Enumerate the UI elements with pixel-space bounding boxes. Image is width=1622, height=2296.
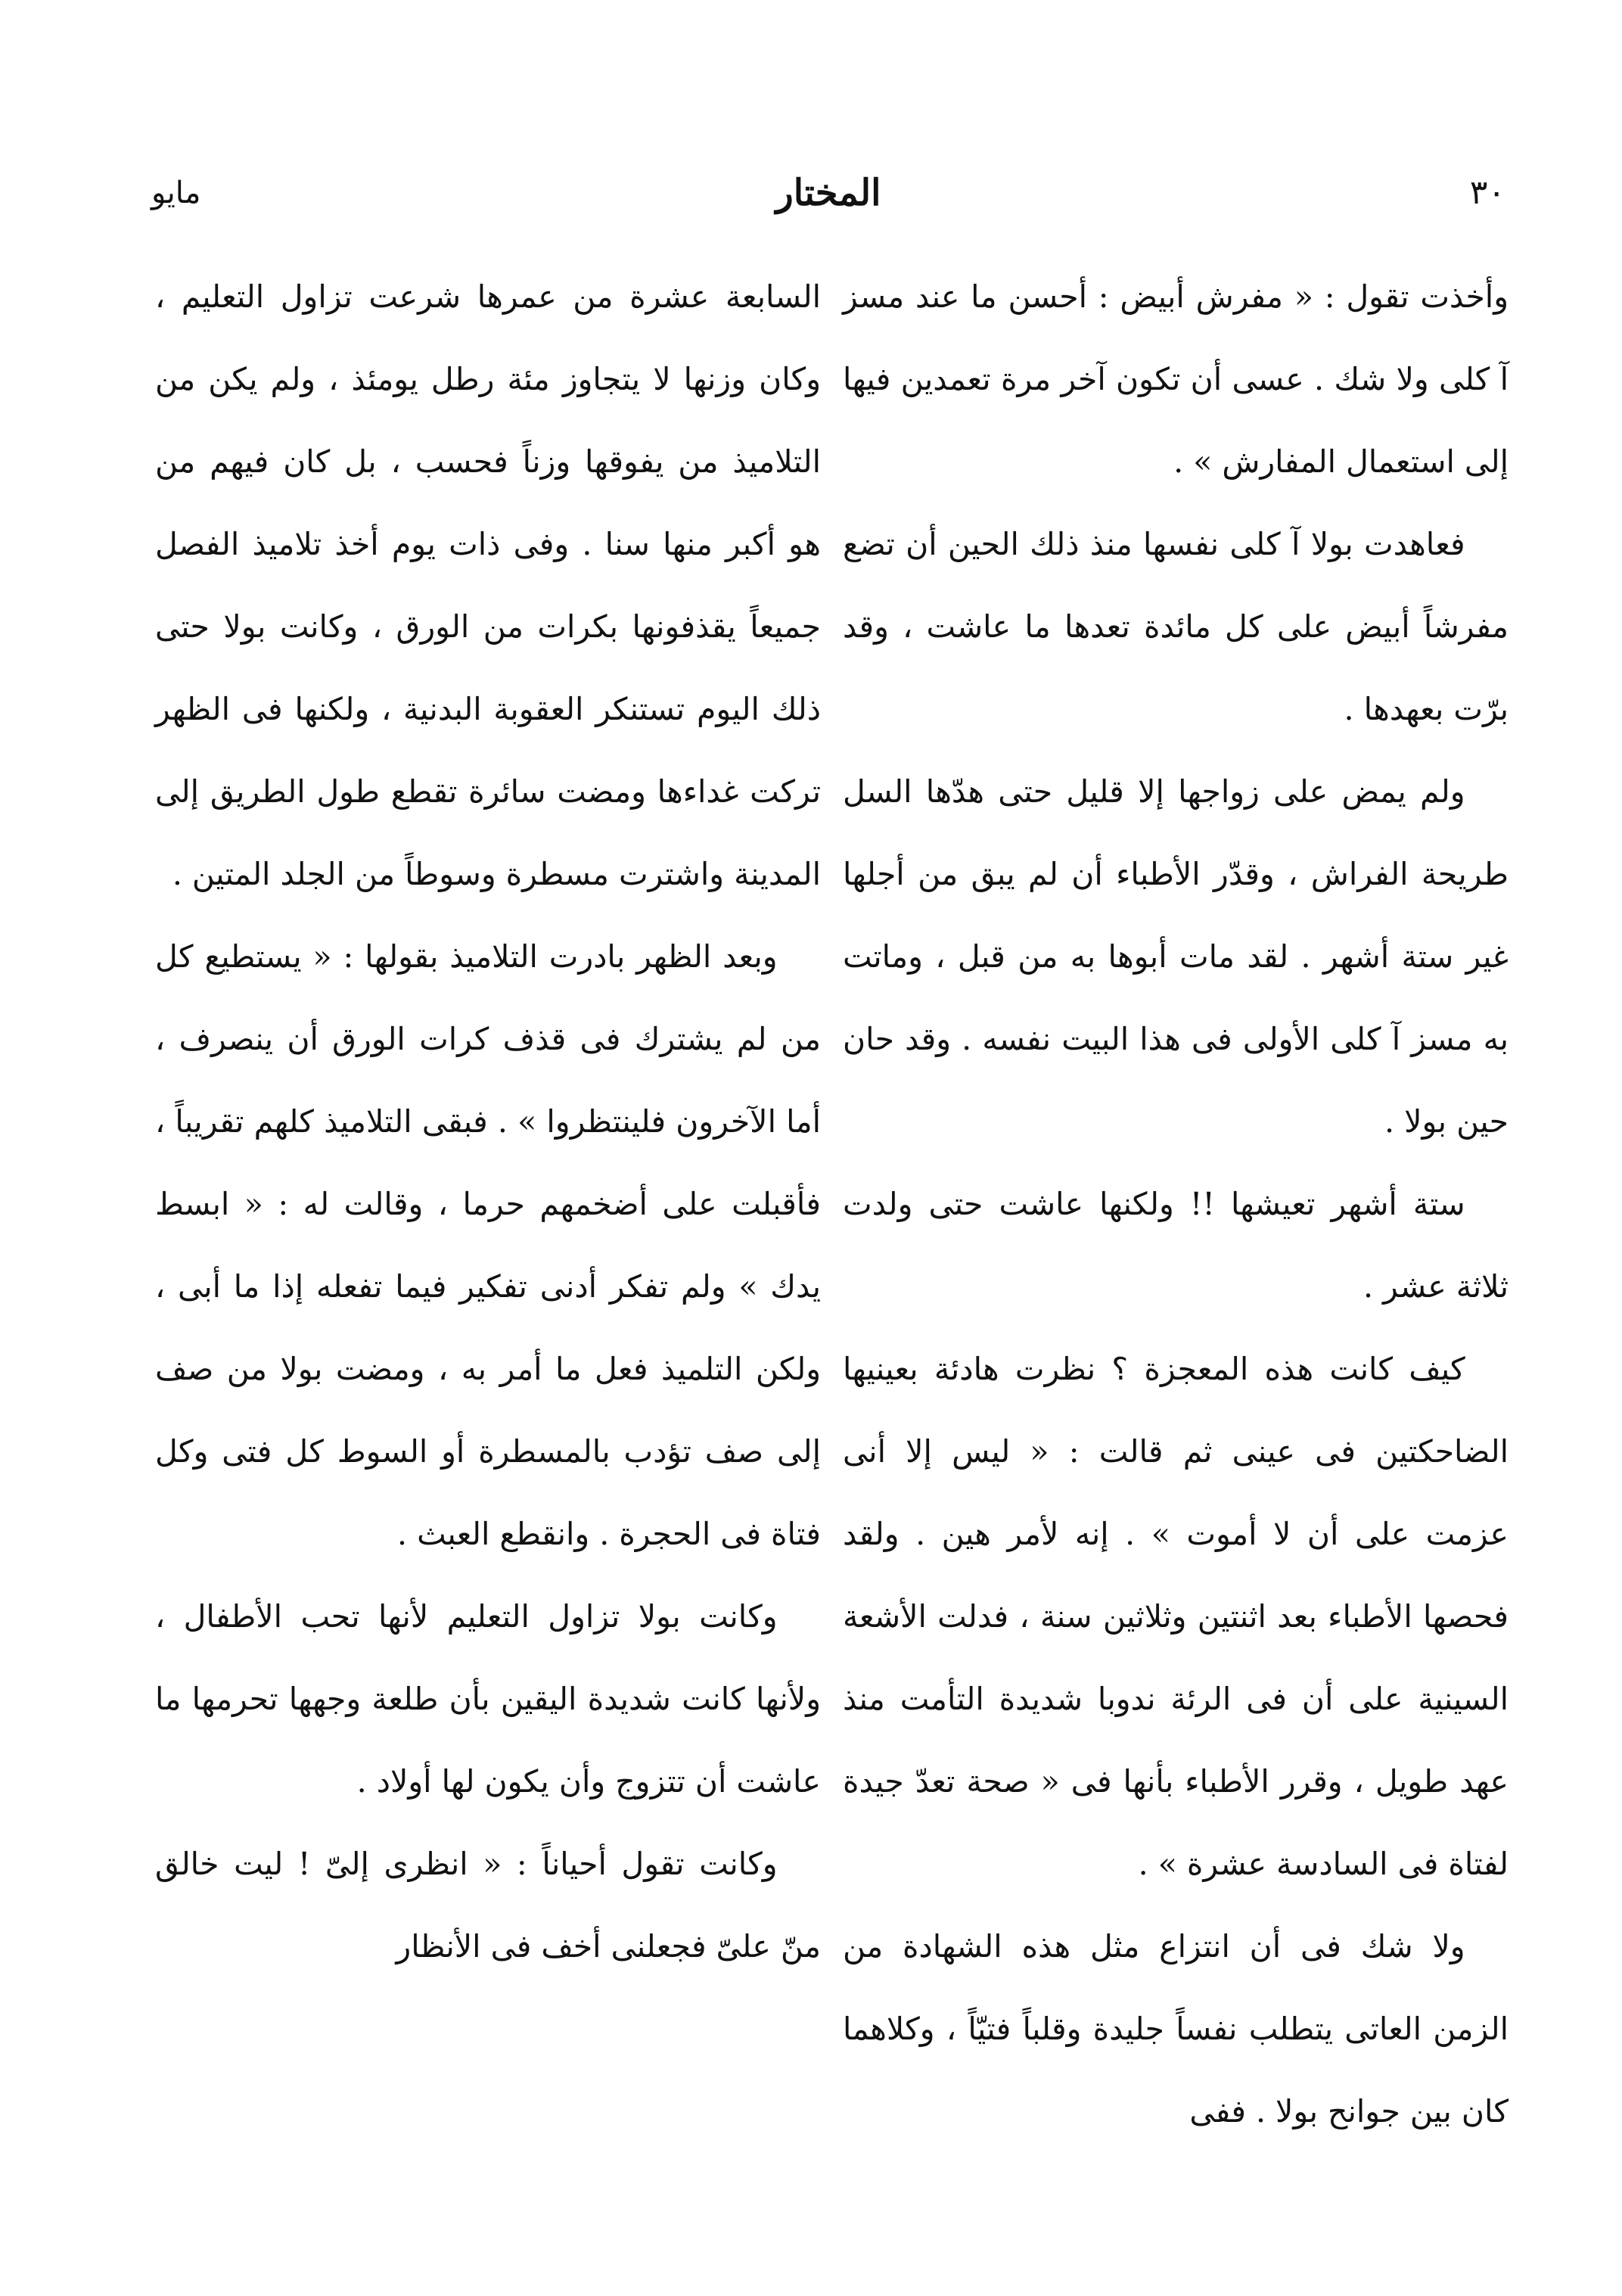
paragraph: ولم يمض على زواجها إلا قليل حتى هدّها السل طريحة الفراش ، وقدّر الأطباء أن لم يبق من أجلها غير ستة أشهر . لقد مات أبوها به من قبل ، وماتت به مسز آ كلى الأولى فى هذا البيت نفسه . وقد حان حين بولا . [843,773,1509,1140]
right-column [843,256,1509,2153]
page-number: ٣٠ [1469,173,1505,212]
paragraph: ولا شك فى أن انتزاع مثل هذه الشهادة من الزمن العاتى يتطلب نفساً جليدة وقلباً فتيّاً ، وكلاهما كان بين جوانح بولا . ففى [843,1928,1509,2130]
paragraph: السابعة عشرة من عمرها شرعت تزاول التعليم ، وكان وزنها لا يتجاوز مئة رطل يومئذ ، ولم يكن من التلاميذ من يفوقها وزناً فحسب ، بل كان فيهم من هو أكبر منها سنا . وفى ذات يوم أخذ تلاميذ الفصل جميعاً يقذفونها بكرات من الورق ، وكانت بولا حتى ذلك اليوم تستنكر العقوبة البدنية ، ولكنها فى الظهر تركت غداءها ومضت سائرة تقطع طول الطريق إلى المدينة واشترت مسطرة وسوطاً من الجلد المتين . [155,278,821,892]
paragraph: وبعد الظهر بادرت التلاميذ بقولها : « يستطيع كل من لم يشترك فى قذف كرات الورق أن ينصرف ، أما الآخرون فلينتظروا » . فبقى التلاميذ كلهم تقريباً ، فأقبلت على أضخمهم حرما ، وقالت له : « ابسط يدك » ولم تفكر أدنى تفكير فيما تفعله إذا ما أبى ، ولكن التلميذ فعل ما أمر به ، ومضت بولا من صف إلى صف تؤدب بالمسطرة أو السوط كل فتى وكل فتاة فى الحجرة . وانقطع العبث . [155,938,821,1552]
left-column [155,256,821,1988]
paragraph: وكانت بولا تزاول التعليم لأنها تحب الأطفال ، ولأنها كانت شديدة اليقين بأن طلعة وجهها تحرمها ما عاشت أن تتزوج وأن يكون لها أولاد . [155,1598,821,1800]
page-header [151,170,1505,231]
paragraph: فعاهدت بولا آ كلى نفسها منذ ذلك الحين أن تضع مفرشاً أبيض على كل مائدة تعدها ما عاشت ، وقد برّت بعهدها . [843,526,1509,727]
paragraph: كيف كانت هذه المعجزة ؟ نظرت هادئة بعينيها الضاحكتين فى عينى ثم قالت : « ليس إلا أنى عزمت على أن لا أموت » . إنه لأمر هين . ولقد فحصها الأطباء بعد اثنتين وثلاثين سنة ، فدلت الأشعة السينية على أن فى الرئة ندوبا شديدة التأمت منذ عهد طويل ، وقرر الأطباء بأنها فى « صحة تعدّ جيدة لفتاة فى السادسة عشرة » . [843,1351,1509,1882]
month-label: مايو [151,176,201,210]
paragraph: وأخذت تقول : « مفرش أبيض : أحسن ما عند مسز آ كلى ولا شك . عسى أن تكون آخر مرة تعمدين فيها إلى استعمال المفارش » . [843,278,1509,480]
magazine-title: المختار [775,172,881,214]
paragraph: وكانت تقول أحياناً : « انظرى إلىّ ! ليت خالق منّ علىّ فجعلنى أخف فى الأنظار [155,1846,821,1965]
paragraph: ستة أشهر تعيشها !! ولكنها عاشت حتى ولدت ثلاثة عشر . [843,1186,1509,1305]
